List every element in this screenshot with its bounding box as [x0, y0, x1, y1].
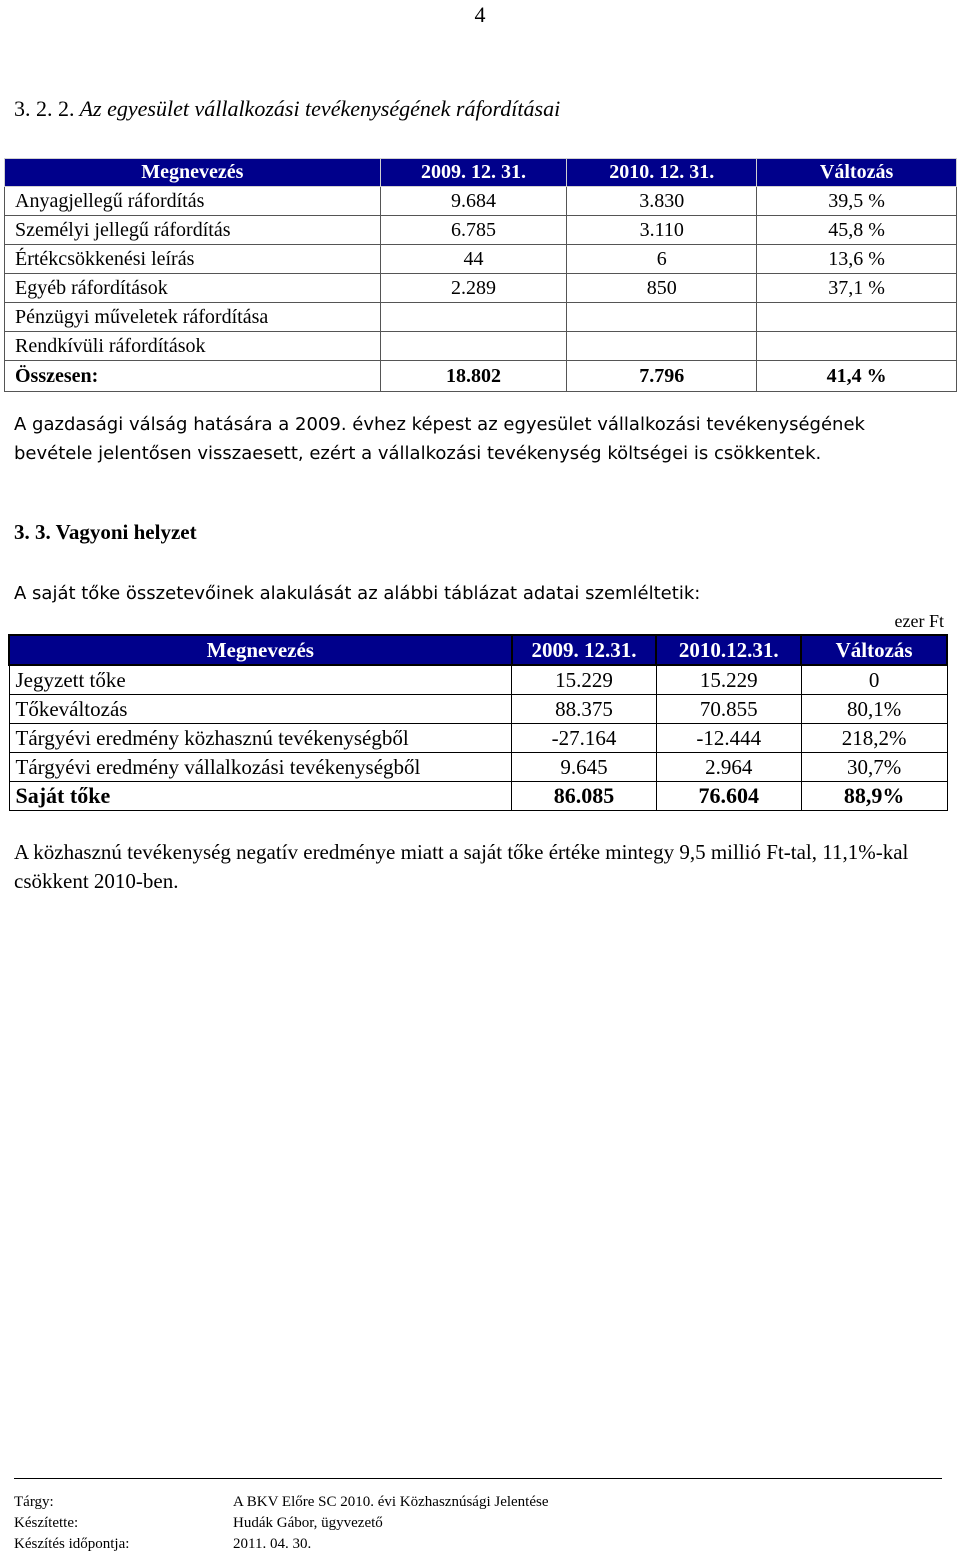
value-2010: 850	[567, 274, 757, 303]
value-change: 30,7%	[801, 753, 947, 782]
header-cell: 2010. 12. 31.	[567, 159, 757, 187]
total-label: Összesen:	[5, 361, 381, 392]
row-label: Személyi jellegű ráfordítás	[5, 216, 381, 245]
value-2009: 15.229	[512, 665, 657, 695]
table-row	[5, 274, 957, 303]
table-row	[9, 724, 947, 753]
value-change	[757, 332, 957, 361]
section-heading: 3. 3. Vagyoni helyzet	[14, 520, 197, 544]
unit-label: ezer Ft	[894, 611, 944, 631]
value-2010: 3.830	[567, 187, 757, 216]
header-cell: 2009. 12. 31.	[380, 159, 567, 187]
expenses-table	[4, 158, 957, 392]
value-2009: 44	[380, 245, 567, 274]
value-change: 39,5 %	[757, 187, 957, 216]
value-2010: 6	[567, 245, 757, 274]
value-2010: 15.229	[656, 665, 801, 695]
footer-value: 2011. 04. 30.	[233, 1536, 312, 1552]
table-row	[5, 303, 957, 332]
footer-divider	[14, 1478, 942, 1479]
value-2010	[567, 332, 757, 361]
value-change: 0	[801, 665, 947, 695]
table-row	[5, 216, 957, 245]
value-change: 13,6 %	[757, 245, 957, 274]
value-2009: -27.164	[512, 724, 657, 753]
value-2010: 2.964	[656, 753, 801, 782]
row-label: Tárgyévi eredmény közhasznú tevékenységből	[9, 724, 512, 753]
row-label: Anyagjellegű ráfordítás	[5, 187, 381, 216]
value-2009	[380, 303, 567, 332]
footer-label: Tárgy:	[14, 1494, 54, 1510]
total-2009: 18.802	[380, 361, 567, 392]
row-label: Értékcsökkenési leírás	[5, 245, 381, 274]
header-cell: Megnevezés	[5, 159, 381, 187]
total-2009: 86.085	[512, 782, 657, 811]
row-label: Rendkívüli ráfordítások	[5, 332, 381, 361]
header-cell: Változás	[801, 635, 947, 665]
row-label: Tárgyévi eredmény vállalkozási tevékenységből	[9, 753, 512, 782]
section-title-text: Az egyesület vállalkozási tevékenységének ráfordításai	[79, 96, 561, 121]
table-row	[9, 695, 947, 724]
row-label: Pénzügyi műveletek ráfordítása	[5, 303, 381, 332]
equity-paragraph: A közhasznú tevékenység negatív eredménye miatt a saját tőke értéke mintegy 9,5 millió Ft-tal, 11,1%-kal csökkent 2010-ben.	[14, 840, 909, 893]
equity-intro: A saját tőke összetevőinek alakulását az alábbi táblázat adatai szemléltetik:	[14, 583, 701, 604]
value-change: 37,1 %	[757, 274, 957, 303]
value-change	[757, 303, 957, 332]
footer-label: Készítette:	[14, 1515, 79, 1531]
value-2009: 88.375	[512, 695, 657, 724]
table-row	[9, 753, 947, 782]
total-label: Saját tőke	[9, 782, 512, 811]
value-2009: 9.684	[380, 187, 567, 216]
value-2009	[380, 332, 567, 361]
value-change: 218,2%	[801, 724, 947, 753]
value-2010: 3.110	[567, 216, 757, 245]
footer-value: A BKV Előre SC 2010. évi Közhasznúsági Jelentése	[233, 1494, 549, 1510]
table-total-row	[9, 782, 947, 811]
header-cell: 2010.12.31.	[656, 635, 801, 665]
value-2010: 70.855	[656, 695, 801, 724]
expenses-paragraph: A gazdasági válság hatására a 2009. évhez képest az egyesület vállalkozási tevékenységének bevétele jelentősen visszaesett, ezért a vállalkozási tevékenység költségei is csökkentek.	[14, 414, 865, 464]
header-cell: Megnevezés	[9, 635, 512, 665]
section-number: 3. 2. 2.	[14, 96, 75, 121]
table-header-row	[5, 159, 957, 187]
header-cell: 2009. 12.31.	[512, 635, 657, 665]
row-label: Tőkeváltozás	[9, 695, 512, 724]
section-title	[14, 96, 560, 122]
value-change: 80,1%	[801, 695, 947, 724]
value-change: 45,8 %	[757, 216, 957, 245]
value-2010: -12.444	[656, 724, 801, 753]
value-2010	[567, 303, 757, 332]
table-total-row	[5, 361, 957, 392]
total-2010: 76.604	[656, 782, 801, 811]
total-2010: 7.796	[567, 361, 757, 392]
row-label: Egyéb ráfordítások	[5, 274, 381, 303]
equity-table	[8, 634, 948, 811]
total-change: 88,9%	[801, 782, 947, 811]
total-change: 41,4 %	[757, 361, 957, 392]
table-header-row	[9, 635, 947, 665]
table-row	[5, 187, 957, 216]
table-row	[9, 665, 947, 695]
value-2009: 9.645	[512, 753, 657, 782]
table-row	[5, 332, 957, 361]
row-label: Jegyzett tőke	[9, 665, 512, 695]
value-2009: 6.785	[380, 216, 567, 245]
footer-label: Készítés időpontja:	[14, 1536, 130, 1552]
table-row	[5, 245, 957, 274]
page-number: 4	[474, 2, 486, 27]
value-2009: 2.289	[380, 274, 567, 303]
footer-value: Hudák Gábor, ügyvezető	[233, 1515, 383, 1531]
header-cell: Változás	[757, 159, 957, 187]
